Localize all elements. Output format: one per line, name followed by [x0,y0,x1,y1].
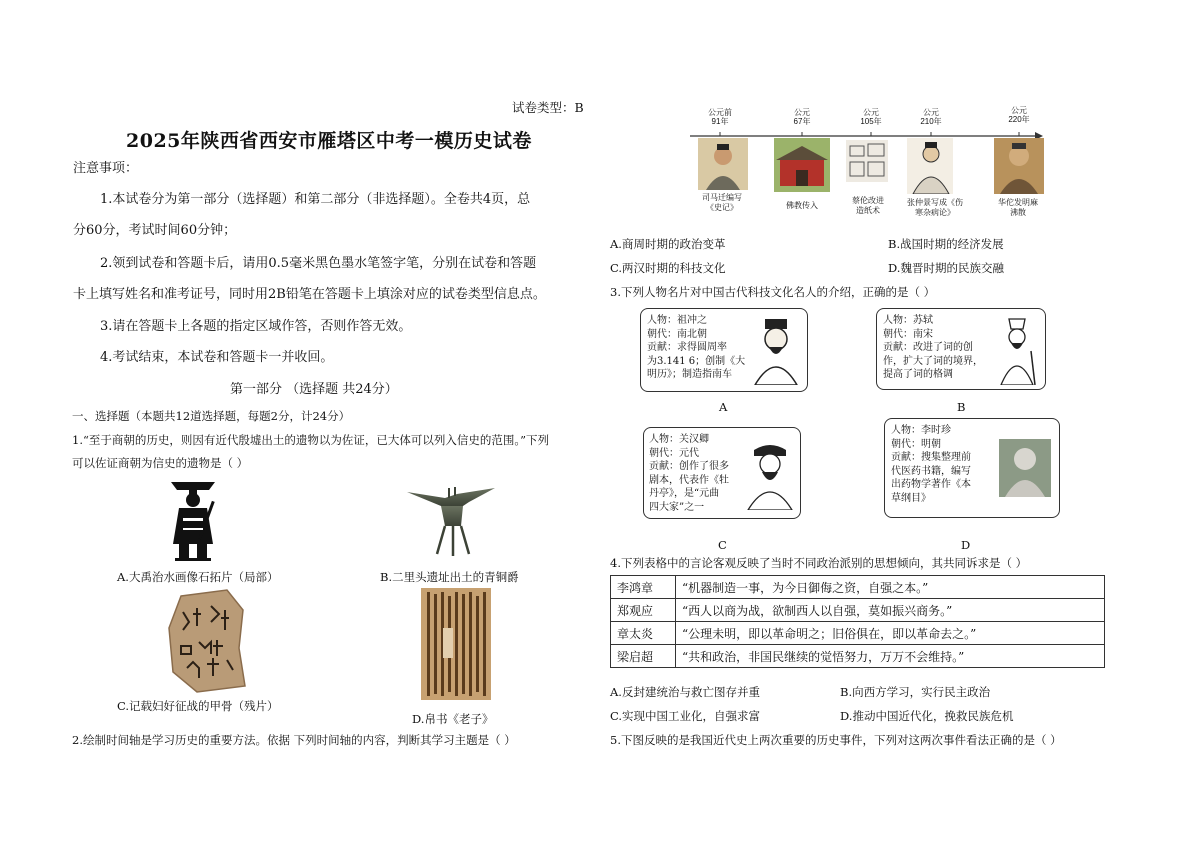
card-b-line-3: 贡献：改进了词的创 [883,342,973,353]
card-c-line-5: 丹亭》，是“元曲 [649,488,720,499]
q3-label-b: B [957,400,966,414]
q3-label-d: D [961,538,971,552]
timeline-caption-2: 佛教传入 [786,201,818,210]
silk-manuscript-image [421,588,491,700]
card-a-line-2: 朝代：南北朝 [647,328,707,340]
q1-option-a: A.大禹治水画像石拓片（局部） [117,570,279,584]
card-c-line-1: 人物：关汉卿 [649,434,709,445]
card-c-line-4: 剧本，代表作《牡 [649,474,729,486]
card-c-line-2: 朝代：元代 [649,447,699,459]
timeline-caption-3: 蔡伦改进 造纸术 [852,196,884,215]
timeline-year-5: 公元 220年 [1008,106,1030,124]
timeline-year-3: 公元 105年 [860,108,882,126]
timeline [690,104,1050,140]
q1-option-c: C.记载妇好征战的甲骨（残片） [117,699,279,713]
table-row [611,576,1105,599]
q4-option-a: A.反封建统治与救亡图存并重 [610,685,760,699]
q5-stem: 5.下图反映的是我国近代史上两次重要的历史事件，下列对这两次事件看法正确的是（ ） [610,733,1062,747]
card-a-line-1: 人物：祖冲之 [647,315,707,326]
table-row [611,622,1105,645]
q3-label-c: C [718,538,727,552]
notice-line-6: 4.考试结束，本试卷和答题卡一并收回。 [100,350,334,365]
table-cell-quote: “机器制造一事，为今日御侮之资，自强之本。” [676,576,1105,599]
li-shizhen-statue-image [999,439,1051,497]
q3-stem: 3.下列人物名片对中国古代科技文化名人的介绍，正确的是（ ） [610,285,936,299]
timeline-caption-4: 张仲景写成《伤 寒杂病论》 [907,198,963,217]
card-d-line-6: 草纲目》 [891,492,931,504]
q2-stem: 2.绘制时间轴是学习历史的重要方法。依据 下列时间轴的内容，判断其学习主题是（ ） [72,733,516,747]
q2-option-c: C.两汉时期的科技文化 [610,261,726,275]
su-shi-portrait [995,317,1039,385]
table-row [611,645,1105,668]
card-d-line-4: 代医药书籍，编写 [891,465,971,477]
q2-option-a: A.商周时期的政治变革 [610,237,726,251]
card-zu-chongzhi [640,308,808,392]
q4-option-c: C.实现中国工业化，自强求富 [610,709,761,723]
card-a-line-3: 贡献：求得圆周率 [647,342,727,353]
notice-line-5: 3.请在答题卡上各题的指定区域作答，否则作答无效。 [100,319,412,334]
table-cell-name: 李鸿章 [611,576,676,599]
timeline-caption-1: 司马迁编写 《史记》 [702,193,742,212]
card-b-line-2: 朝代：南宋 [883,328,933,340]
card-c-line-3: 贡献：创作了很多 [649,461,729,472]
q1-stem-2: 可以佐证商朝为信史的遗物是（ ） [72,456,249,470]
card-a-line-5: 明历》；制造指南车 [647,369,732,380]
card-su-shi [876,308,1046,390]
notice-line-2: 分60分，考试时间60分钟； [73,223,237,238]
buddhism-temple-image [774,138,830,192]
papermaking-image [846,140,888,182]
oracle-bone-image [167,588,247,694]
q1-stem-1: 1.“至于商朝的历史，则因有近代殷墟出土的遗物以为佐证，已大体可以列入信史的范围。”下列 [72,433,549,447]
card-b-line-4: 作，扩大了词的境界， [883,355,983,367]
card-d-line-2: 朝代：明朝 [891,438,941,450]
card-c-line-6: 四大家”之一 [649,501,705,513]
notice-heading: 注意事项： [73,161,139,176]
notice-line-1: 1.本试卷分为第一部分（选择题）和第二部分（非选择题）。全卷共4页，总 [100,192,531,207]
timeline-year-1: 公元前 91年 [708,108,732,126]
card-d-line-1: 人物：李时珍 [891,425,951,436]
table-cell-quote: “共和政治，非国民继续的觉悟努力，万万不会维持。” [676,645,1105,668]
section-heading: 一、选择题（本题共12道选择题，每题2分，计24分） [72,409,351,423]
notice-line-4: 卡上填写姓名和准考证号，同时用2B铅笔在答题卡上填涂对应的试卷类型信息点。 [73,287,546,302]
card-b-line-5: 提高了词的格调 [883,369,953,380]
card-d-line-5: 出药物学著作《本 [891,479,971,490]
q1-option-d: D.帛书《老子》 [412,712,494,726]
bronze-jue-image [405,484,497,558]
timeline-caption-5: 华佗发明麻 沸散 [998,198,1038,217]
card-a-line-4: 为3.141 6；创制《大 [647,355,746,367]
table-cell-quote: “公理未明，即以革命明之；旧俗俱在，即以革命去之。” [676,622,1105,645]
page-title: 2025年陕西省西安市雁塔区中考一模历史试卷 [126,130,532,152]
table-cell-name: 章太炎 [611,622,676,645]
timeline-year-4: 公元 210年 [920,108,942,126]
q4-option-d: D.推动中国近代化，挽救民族危机 [840,709,1014,723]
sima-qian-image [698,138,748,190]
table-row [611,599,1105,622]
table-cell-name: 郑观应 [611,599,676,622]
q2-option-d: D.魏晋时期的民族交融 [888,261,1004,275]
hua-tuo-image [994,138,1044,194]
paper-type: 试卷类型：B [512,100,584,115]
q1-option-b: B.二里头遗址出土的青铜爵 [380,570,519,584]
table-cell-name: 梁启超 [611,645,676,668]
q4-stem: 4.下列表格中的言论客观反映了当时不同政治派别的思想倾向，其共同诉求是（ ） [610,556,1028,570]
notice-line-3: 2.领到试卷和答题卡后，请用0.5毫米黑色墨水笔签字笔，分别在试卷和答题 [100,256,537,271]
q3-label-a: A [719,400,728,414]
card-li-shizhen [884,418,1060,518]
card-d-line-3: 贡献：搜集整理前 [891,452,971,463]
q4-quotes-table [610,575,1105,668]
guan-hanqing-portrait [744,440,796,510]
yu-rubbing-image [165,478,221,564]
q2-option-b: B.战国时期的经济发展 [888,237,1004,251]
zu-chongzhi-portrait [751,317,801,385]
timeline-year-2: 公元 67年 [793,108,811,126]
card-guan-hanqing [643,427,801,519]
card-b-line-1: 人物：苏轼 [883,315,933,326]
zhang-zhongjing-image [907,138,953,194]
part1-heading: 第一部分 （选择题 共24分） [230,382,398,397]
q4-option-b: B.向西方学习，实行民主政治 [840,685,991,699]
table-cell-quote: “西人以商为战，欲制西人以自强，莫如振兴商务。” [676,599,1105,622]
